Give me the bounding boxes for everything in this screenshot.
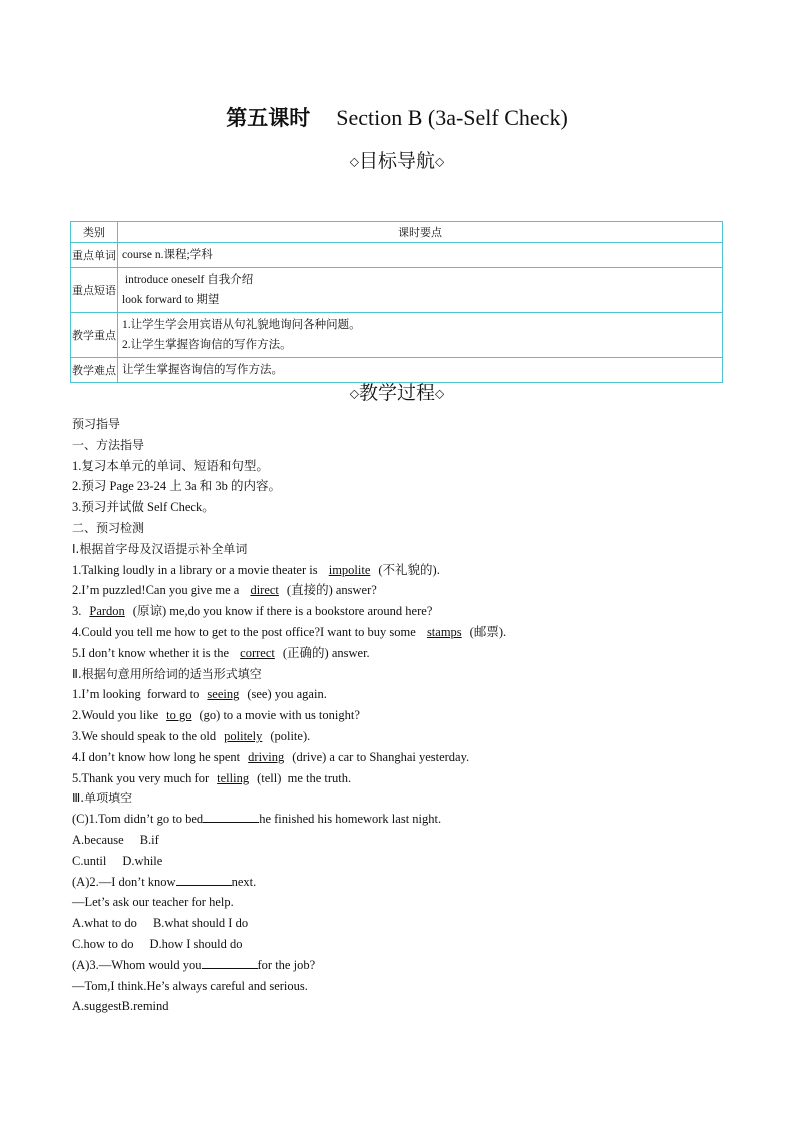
goals-heading: ◇目标导航◇ xyxy=(349,150,445,172)
preview-heading: 预习指导 xyxy=(72,417,121,431)
row-category: 重点短语 xyxy=(71,268,118,313)
row-category: 重点单词 xyxy=(71,243,118,268)
question-stem: (C)1.Tom didn’t go to bed he finished his homework last night. xyxy=(72,812,442,827)
blank-line xyxy=(202,956,258,969)
question-options: C.until D.while xyxy=(72,853,163,868)
objectives-table xyxy=(70,221,723,383)
method-item: 3.预习并试做 Self Check。 xyxy=(72,500,215,515)
diamond-icon: ◇ xyxy=(435,154,445,169)
row-content: 1.让学生学会用宾语从句礼貌地询问各种问题。 2.让学生掌握咨询信的写作方法。 xyxy=(118,313,723,358)
table-row xyxy=(71,313,723,358)
lesson-number: 第五课时 xyxy=(226,106,311,130)
question-options: A.suggestB.remind xyxy=(72,999,169,1014)
table-header-row xyxy=(71,222,723,243)
exercise-item: 5.I don’t know whether it is the correct (正确的) answer. xyxy=(72,643,732,664)
preview-section xyxy=(72,414,732,1017)
answer: impolite xyxy=(328,562,371,577)
section-name: Section B (3a-Self Check) xyxy=(336,105,568,130)
table-row xyxy=(71,268,723,313)
answer: Pardon xyxy=(89,604,125,619)
row-content: course n.课程;学科 xyxy=(118,243,723,268)
exercise-item: 4.I don’t know how long he spent driving (drive) a car to Shanghai yesterday. xyxy=(72,747,732,768)
question-stem: (A)2.—I don’t know next. xyxy=(72,874,257,889)
answer: direct xyxy=(250,583,279,598)
question-options: C.how to do D.how I should do xyxy=(72,936,243,951)
question-options: A.what to do B.what should I do xyxy=(72,916,249,931)
answer: correct xyxy=(240,645,275,660)
method-heading: 一、方法指导 xyxy=(72,437,145,452)
diamond-icon: ◇ xyxy=(435,386,445,401)
page-title xyxy=(0,104,794,132)
check-heading: 二、预习检测 xyxy=(72,520,145,535)
answer: telling xyxy=(217,770,250,785)
answer: to go xyxy=(166,708,192,723)
header-points: 课时要点 xyxy=(118,222,723,243)
exercise-item: 3.We should speak to the old politely (polite). xyxy=(72,726,732,747)
header-category: 类别 xyxy=(71,222,118,243)
question-response: —Let’s ask our teacher for help. xyxy=(72,895,234,910)
part3-heading: Ⅲ.单项填空 xyxy=(72,791,133,806)
question-options: A.because B.if xyxy=(72,832,159,847)
answer: stamps xyxy=(426,624,462,639)
exercise-item: 5.Thank you very much for telling (tell) me the truth. xyxy=(72,768,732,789)
diamond-icon: ◇ xyxy=(349,154,359,169)
process-heading: ◇教学过程◇ xyxy=(349,382,445,404)
question-stem: (A)3.—Whom would you for the job? xyxy=(72,957,316,972)
diamond-icon: ◇ xyxy=(349,386,359,401)
exercise-item: 1.I’m looking forward to seeing (see) you again. xyxy=(72,684,732,705)
exercise-item: 2.Would you like to go (go) to a movie with us tonight? xyxy=(72,705,732,726)
part1-heading: Ⅰ.根据首字母及汉语提示补全单词 xyxy=(72,541,248,556)
exercise-item: 4.Could you tell me how to get to the post office?I want to buy some stamps (邮票). xyxy=(72,622,732,643)
exercise-item: 1.Talking loudly in a library or a movie theater is impolite (不礼貌的). xyxy=(72,560,732,581)
blank-line xyxy=(203,810,259,823)
method-item: 1.复习本单元的单词、短语和句型。 xyxy=(72,458,269,473)
blank-line xyxy=(176,873,232,886)
part2-heading: Ⅱ.根据句意用所给词的适当形式填空 xyxy=(72,666,262,681)
row-category: 教学难点 xyxy=(71,358,118,383)
answer: seeing xyxy=(207,687,240,702)
row-category: 教学重点 xyxy=(71,313,118,358)
question-response: —Tom,I think.He’s always careful and serious. xyxy=(72,978,308,993)
answer: driving xyxy=(248,749,285,764)
answer: politely xyxy=(224,728,263,743)
exercise-item: 3. Pardon (原谅) me,do you know if there is a bookstore around here? xyxy=(72,601,732,622)
row-content: introduce oneself 自我介绍 look forward to 期望 xyxy=(118,268,723,313)
exercise-item: 2.I’m puzzled!Can you give me a direct (直接的) answer? xyxy=(72,580,732,601)
method-item: 2.预习 Page 23-24 上 3a 和 3b 的内容。 xyxy=(72,479,282,494)
row-content: 让学生掌握咨询信的写作方法。 xyxy=(118,358,723,383)
table-row xyxy=(71,243,723,268)
